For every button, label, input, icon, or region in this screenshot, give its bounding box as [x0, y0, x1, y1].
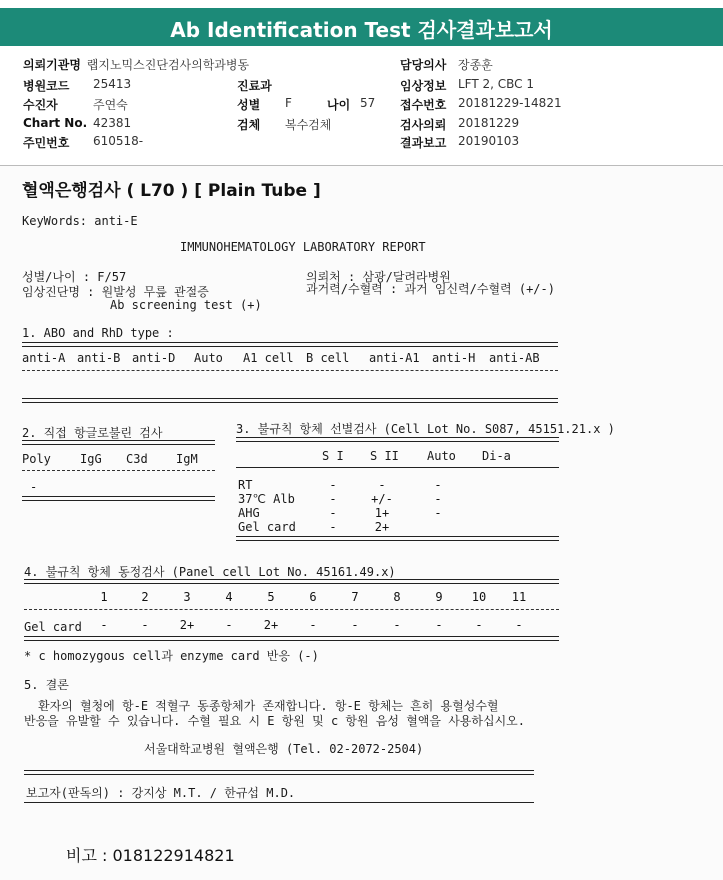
- sec2-col-poly: Poly: [22, 452, 51, 466]
- sec3-row-ahg-phase: AHG: [238, 506, 260, 520]
- sec4-col-1: 1: [100, 590, 108, 604]
- section2-mid-rule: [22, 470, 215, 471]
- screen-test-line: Ab screening test (+): [110, 298, 262, 312]
- sec3-row-alb-s1: -: [329, 492, 337, 506]
- resident-no-row: [23, 134, 144, 151]
- sec1-col-a1-cell: A1 cell: [243, 351, 294, 365]
- section4-bottom-rule: [24, 636, 559, 641]
- conclusion-line-2: 반응을 유발할 수 있습니다. 수혈 필요 시 E 항원 및 c 항원 음성 혈액을 사용하십시오.: [24, 714, 525, 728]
- report-date-label: 결과보고: [400, 136, 447, 150]
- receipt-no-label: 접수번호: [400, 98, 447, 112]
- sec3-row-ahg-s2: 1+: [374, 506, 390, 520]
- sec4-col-3: 3: [183, 590, 191, 604]
- reporter-line: 보고자(판독의) : 강지상 M.T. / 한규섭 M.D.: [26, 786, 296, 800]
- sec3-col-s1: S I: [322, 449, 344, 463]
- age-row: [327, 96, 376, 113]
- section1-mid-rule: [22, 370, 558, 371]
- section5-title: 5. 결론: [24, 678, 69, 692]
- section2-top-rule: [22, 440, 215, 445]
- sec1-col-anti-ab: anti-AB: [489, 351, 540, 365]
- hospital-code-label: 병원코드: [23, 79, 70, 93]
- sec3-row-ahg-s1: -: [329, 506, 337, 520]
- section3-top-rule: [236, 437, 559, 442]
- diagnosis-line: 임상진단명 : 원발성 무릎 관절증: [22, 285, 209, 299]
- resident-no-label: 주민번호: [23, 136, 70, 150]
- hospital-code-row: [23, 77, 132, 94]
- sec4-val-7: -: [351, 618, 359, 632]
- sec4-col-7: 7: [351, 590, 359, 604]
- sec4-col-6: 6: [309, 590, 317, 604]
- receipt-no-row: [400, 96, 562, 113]
- sec3-row-rt-auto: -: [434, 478, 442, 492]
- sec4-val-4: -: [225, 618, 233, 632]
- signature-bottom-rule: [24, 802, 534, 803]
- sec4-val-6: -: [309, 618, 317, 632]
- referrer-line: 의뢰처 : 삼광/달려라병원: [306, 270, 451, 284]
- sec2-value: -: [30, 480, 38, 494]
- sec3-col-s2: S II: [370, 449, 399, 463]
- section3-bottom-rule: [236, 536, 559, 541]
- section4-top-rule: [24, 579, 559, 584]
- sec3-row-alb-s2: +/-: [371, 492, 393, 506]
- sex-label: 성별: [237, 98, 261, 112]
- lab-title: IMMUNOHEMATOLOGY LABORATORY REPORT: [180, 240, 426, 254]
- request-date-label: 검사의뢰: [400, 118, 447, 132]
- section1-title: 1. ABO and RhD type :: [22, 326, 174, 340]
- section4-title: 4. 불규칙 항체 동정검사 (Panel cell Lot No. 45161.49.x): [24, 565, 396, 579]
- sec2-col-igm: IgM: [176, 452, 198, 466]
- sec1-col-auto: Auto: [194, 351, 223, 365]
- sec4-val-3: 2+: [179, 618, 195, 632]
- department-label: 진료과: [237, 79, 272, 93]
- report-main-title: 혈액은행검사 ( L70 ) [ Plain Tube ]: [22, 181, 321, 201]
- specimen-value: 복수검체: [285, 118, 332, 132]
- resident-no-value: 610518-: [93, 134, 144, 148]
- physician-value: 장종훈: [458, 58, 493, 72]
- sec3-row-rt-s2: -: [378, 478, 386, 492]
- history-line: 과거력/수혈력 : 과거 임신력/수혈력 (+/-): [306, 282, 555, 296]
- sec3-row-alb-auto: -: [434, 492, 442, 506]
- section3-title: 3. 불규칙 항체 선별검사 (Cell Lot No. S087, 45151.21.x ): [236, 422, 615, 436]
- sec4-val-2: -: [141, 618, 149, 632]
- sec3-row-gel-phase: Gel card: [238, 520, 296, 534]
- sec3-row-gel-s2: 2+: [374, 520, 390, 534]
- age-value: 57: [360, 96, 376, 110]
- section1-top-rule: [22, 342, 558, 347]
- institution-label: 의뢰기관명: [23, 58, 81, 72]
- request-date-value: 20181229: [458, 116, 520, 130]
- collector-label: 수진자: [23, 98, 58, 112]
- sec3-row-rt-phase: RT: [238, 478, 253, 492]
- section2-title: 2. 직접 항글로불린 검사: [22, 426, 163, 440]
- sec1-col-anti-d: anti-D: [132, 351, 176, 365]
- sec4-col-2: 2: [141, 590, 149, 604]
- remark-line: 비고 : 018122914821: [66, 846, 235, 865]
- sex-age-line: 성별/나이 : F/57: [22, 270, 127, 284]
- sec2-col-c3d: C3d: [126, 452, 148, 466]
- institution-row: [23, 56, 249, 73]
- sec4-val-1: -: [100, 618, 108, 632]
- report-title: Ab Identification Test 검사결과보고서: [170, 18, 553, 42]
- request-date-row: [400, 116, 520, 133]
- sec1-col-anti-h: anti-H: [432, 351, 476, 365]
- sec4-val-9: -: [435, 618, 443, 632]
- conclusion-line-1: 환자의 혈청에 항-E 적혈구 동종항체가 존재합니다. 항-E 항체는 흔히 용혈성수혈: [38, 699, 499, 713]
- hospital-line: 서울대학교병원 혈액은행 (Tel. 02-2072-2504): [144, 742, 424, 756]
- section1-bottom-rule: [22, 398, 558, 403]
- sec1-col-anti-a1: anti-A1: [369, 351, 420, 365]
- sec3-row-gel-s1: -: [329, 520, 337, 534]
- sec4-col-10: 10: [471, 590, 487, 604]
- sex-value: F: [285, 96, 292, 110]
- sec4-col-8: 8: [393, 590, 401, 604]
- clinical-info-value: LFT 2, CBC 1: [458, 77, 535, 91]
- chart-no-row: [23, 116, 132, 130]
- report-date-row: [400, 134, 520, 151]
- sec1-col-anti-b: anti-B: [77, 351, 121, 365]
- physician-row: [400, 56, 493, 73]
- sec1-col-anti-a: anti-A: [22, 351, 66, 365]
- specimen-label: 검체: [237, 118, 261, 132]
- department-row: [237, 77, 272, 94]
- sec2-col-igg: IgG: [80, 452, 102, 466]
- sec4-val-8: -: [393, 618, 401, 632]
- sec3-row-rt-s1: -: [329, 478, 337, 492]
- sec4-note: * c homozygous cell과 enzyme card 반응 (-): [24, 649, 319, 663]
- clinical-info-label: 임상정보: [400, 79, 447, 93]
- sec3-row-alb-phase: 37℃ Alb: [238, 492, 295, 506]
- sec4-val-11: -: [515, 618, 523, 632]
- section4-mid-rule: [24, 609, 559, 610]
- chart-no-label: Chart No.: [23, 116, 88, 130]
- specimen-row: [237, 116, 332, 133]
- section2-bottom-rule: [22, 496, 215, 501]
- sec4-val-5: 2+: [263, 618, 279, 632]
- age-label: 나이: [327, 98, 351, 112]
- signature-top-rule: [24, 770, 534, 775]
- sec4-val-10: -: [475, 618, 483, 632]
- report-date-value: 20190103: [458, 134, 520, 148]
- chart-no-value: 42381: [93, 116, 132, 130]
- clinical-info-row: [400, 77, 535, 94]
- sec4-col-11: 11: [511, 590, 527, 604]
- sec3-col-dia: Di-a: [482, 449, 511, 463]
- collector-row: [23, 96, 128, 113]
- keywords: KeyWords: anti-E: [22, 214, 138, 228]
- sec1-col-b-cell: B cell: [306, 351, 350, 365]
- sec4-col-4: 4: [225, 590, 233, 604]
- hospital-code-value: 25413: [93, 77, 132, 91]
- sec3-row-ahg-auto: -: [434, 506, 442, 520]
- sec4-row-label: Gel card: [24, 620, 82, 634]
- sec4-col-9: 9: [435, 590, 443, 604]
- collector-value: 주연숙: [93, 98, 128, 112]
- section3-mid-rule: [236, 467, 559, 468]
- receipt-no-value: 20181229-14821: [458, 96, 562, 110]
- institution-value: 랩지노믹스진단검사의학과병동: [86, 58, 250, 72]
- sex-row: [237, 96, 292, 113]
- physician-label: 담당의사: [400, 58, 447, 72]
- sec3-col-auto: Auto: [427, 449, 456, 463]
- sec4-col-5: 5: [267, 590, 275, 604]
